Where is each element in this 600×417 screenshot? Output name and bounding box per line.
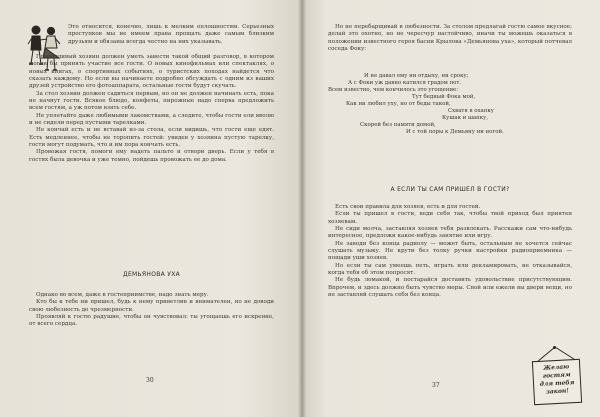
sign-line: для тебя <box>539 379 575 388</box>
paragraph: Провожая гостя, помоги ему надеть пальто и отвори дверь. Если у тебя в гостях была девочка и уже темно, пойдешь провожать ее до дома. <box>29 149 274 163</box>
section-heading: А ЕСЛИ ТЫ САМ ПРИШЕЛ В ГОСТИ? <box>390 186 510 193</box>
book-gutter <box>298 0 306 417</box>
paragraph: Не заводи без конца радиолу — может быть, остальным не хочется сейчас слушать музыку. Не крути без толку ручки настройки радиоприемника — пощади уши хозяев. <box>328 240 572 262</box>
paragraph: Не будь ломакой, и постарайся доставить удовольствие присутствующим. Впрочем, и здесь должно быть чувство меры. Свой или ежели вы двери вещи, но не заставляй слушать себя без конца. <box>328 277 572 299</box>
poem-line: А с Фоки уж давно катился градом пот. <box>348 80 462 86</box>
paragraph: Есть свои правила для хозяев, есть и для гостей. <box>335 204 481 210</box>
paragraph: Не сиди молча, заставляя хозяев тебя развлекать. Расскажи сам что-нибудь интересное, предложи какое-нибудь занятие или игру. <box>328 226 572 240</box>
paragraph: За стол хозяин должен садиться первым, но он не должен начинать есть, пока не начнут гости. Всякое блюдо, конфеты, пирожные надо сперва предложить всем гостям, а уж потом взять себе. <box>29 90 274 112</box>
sign-line: Желаю <box>543 363 570 372</box>
paragraph: Не уплетайте даже любимыми лакомствами, а следите, чтобы гости ели вволю и не сидели перед пустыми тарелками. <box>29 112 274 127</box>
paragraph: Но если ты сам умеешь петь, играть или декламировать, не отказывайся, когда тебя об этом попросят. <box>328 262 572 277</box>
section-heading: ДЕМЬЯНОВА УХА <box>122 271 181 278</box>
sign-line: закон! <box>545 387 570 396</box>
poem-line: Как ни любил уху, но от беды такой, <box>346 101 451 107</box>
sign-text <box>534 363 580 397</box>
left-text-body <box>29 54 274 164</box>
right-text-top <box>328 24 572 53</box>
sign-line: гостям <box>542 371 571 380</box>
poem-line: И с той поры к Демьяну ни ногой. <box>406 129 504 135</box>
poem-line: И не давал ему ни отдыху, ни сроку; <box>364 73 469 79</box>
page-number: 30 <box>146 377 154 384</box>
left-text-top <box>68 24 274 46</box>
page-number: 37 <box>432 382 440 389</box>
poem-line: Тут бедный Фока мой, <box>412 94 476 100</box>
poem-line: Всем известно, чем кончилось это угощение: <box>328 87 459 93</box>
paragraph: Однако во всем, даже в гостеприимстве, надо знать меру. <box>36 292 209 298</box>
paragraph: Проявляй к гостю радушие, чтобы он чувствовал: ты угощаешь его искренне, от всего сердца. <box>29 314 274 328</box>
left-text-bottom <box>29 292 274 329</box>
poem-line: Скорей без памяти домой, <box>360 122 436 128</box>
paragraph: Это относится, конечно, лишь к мелким оплошностям. Серьезных проступков мы не имеем права прощать даже самым близким друзьям и обязаны всегда честно на них указывать. <box>68 24 274 45</box>
paragraph: Но не перебарщивай в любезности. За столом предлагай гостю самое вкусное; делай это охотно, но не чересчур настойчиво, иначи ты можешь оказаться в положении известного героя басни Крылова «Демьянова уха», который потчевал соседа Фоку: <box>328 24 572 53</box>
poem-line: Схватя в охапку <box>448 108 494 114</box>
paragraph: Не кончай есть и не вставай из-за стола, если видишь, что гости еще едят. Есть медленнее, чтобы не торопить гостей: увидев у хозяина пустую тарелку, гости могут подумать, что и им пора кончать есть. <box>29 127 274 149</box>
poem-line: Кушак и шапку, <box>442 115 489 121</box>
right-text-body <box>328 204 572 299</box>
paragraph: Если ты пришел в гости, веди себя так, чтобы твой приход был приятен хозяевам. <box>328 211 572 225</box>
wall-sign <box>532 359 582 405</box>
paragraph: Кто бы к тебе ни пришел, будь к нему приветлив и внимателен, но не доводи свою любезность до чрезмерности. <box>29 299 274 313</box>
paragraph: Приветливый хозяин должен уметь завести такой общий разговор, в котором могли бы принять участие все гости. О новых кинофильмах или спектаклях, о новых книгах, о спортивных событиях, о туристских походах найдется что сказать каждому. Но если вы начинаете подробно обсуждать с одним из ваших друзей устройство его фотоаппарата, остальные гости будут скучать. <box>29 54 274 90</box>
poem <box>328 73 572 136</box>
